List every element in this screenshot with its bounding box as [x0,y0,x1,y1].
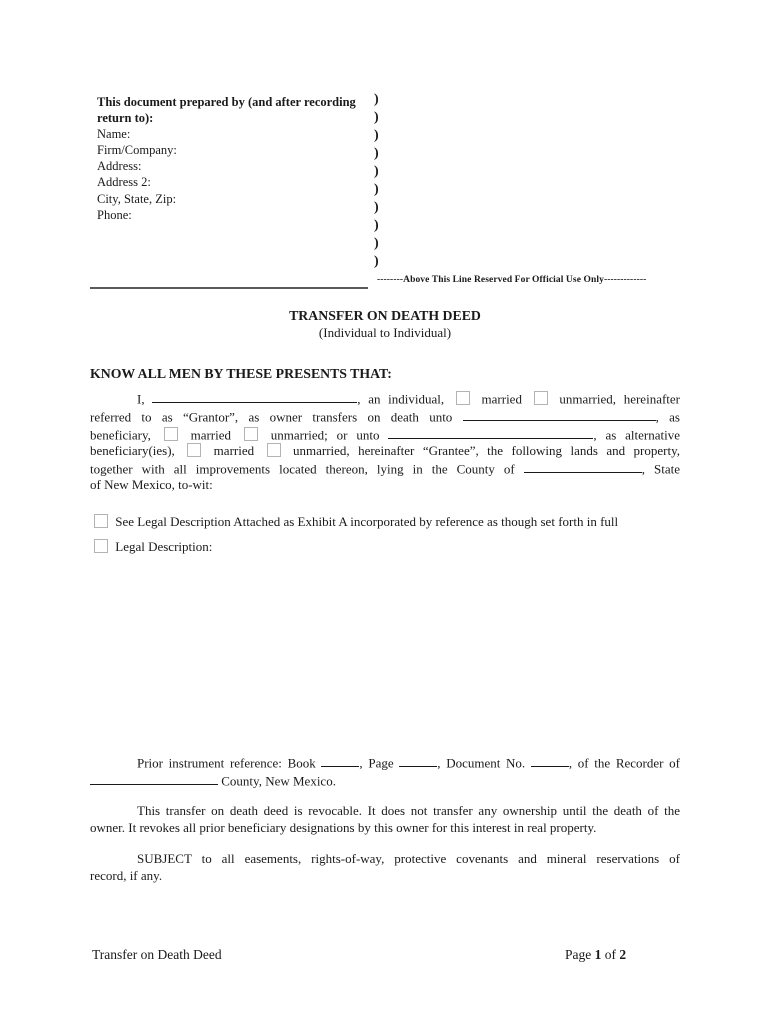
grantor-unmarried-checkbox[interactable] [534,391,548,405]
bold-text: 2 [619,947,627,962]
text-line [374,163,379,181]
prior-instrument-reference [90,754,680,790]
text-line [374,109,379,127]
text-line: owner. It revokes all prior beneficiary designations by this owner for this interest in real property. [90,819,597,835]
text-line: Phone: [97,207,132,222]
text-line [374,217,379,235]
bold-text: ) [374,182,379,197]
text-line: Page 1 of 2 [565,947,627,962]
text-line [374,145,379,163]
text-line: Firm/Company: [97,143,177,158]
alt-beneficiary-married-checkbox[interactable] [187,443,201,457]
page-blank[interactable] [399,754,437,767]
revocable-clause [90,803,680,836]
bold-text: ) [374,110,379,125]
text-line: County, New Mexico. [90,772,680,790]
text-line: record, if any. [90,867,163,883]
text-line [374,235,379,253]
text-line: Prior instrument reference: Book , Page , Document No. , of the Recorder of [137,755,680,771]
alt-beneficiary-name-blank[interactable] [388,426,593,439]
text-line: SUBJECT to all easements, rights-of-way, protective covenants and mineral reservations of [137,851,680,866]
official-use-line: --------Above This Line Reserved For Official Use Only------------- [377,275,647,285]
subject-clause [90,851,680,884]
page-title: TRANSFER ON DEATH DEED [289,308,481,323]
signature-rule [90,287,368,289]
recorder-county-blank[interactable] [90,772,218,785]
paren-column [374,91,379,271]
text-line: referred to as “Grantor”, as owner transfers on death unto , as [90,409,680,425]
text-line: together with all improvements located thereon, lying in the County of , State [90,461,681,476]
beneficiary-unmarried-checkbox[interactable] [244,427,258,441]
text-line: I, , an individual, married unmarried, hereinafter [137,391,680,407]
text-line [374,181,379,199]
bold-text: ) [374,254,379,269]
text-line: Address: [97,159,142,174]
grantor-paragraph [90,390,680,494]
footer-page-number [565,947,626,963]
beneficiary-married-checkbox[interactable] [164,427,178,441]
text-line: This transfer on death deed is revocable. It does not transfer any ownership until the death of the [137,803,680,818]
text-line [374,127,379,145]
grantor-married-checkbox[interactable] [456,391,470,405]
legal-description-checkbox[interactable] [94,539,108,553]
county-blank[interactable] [524,460,642,473]
bold-text: ) [374,92,379,107]
text-line [97,94,372,110]
text-line: See Legal Description Attached as Exhibit A incorporated by reference as though set forth in full [90,510,680,535]
beneficiary-name-blank[interactable] [463,408,656,421]
grantor-name-blank[interactable] [152,390,357,403]
bold-text: ) [374,218,379,233]
page-subtitle: (Individual to Individual) [318,325,452,340]
bold-text: ) [374,164,379,179]
text-line: Address 2: [97,175,151,190]
text-line: Name: [97,127,131,142]
text-line: beneficiary, married unmarried; or unto , as alternative [90,426,680,442]
exhibit-a-checkbox[interactable] [94,514,108,528]
bold-text: This document prepared by (and after recording [97,95,356,109]
text-line: of New Mexico, to-wit: [90,477,213,493]
text-line [374,199,379,217]
text-line [97,110,372,126]
book-blank[interactable] [321,754,359,767]
prepared-by-block [97,94,372,223]
bold-text: ) [374,128,379,143]
text-line [374,253,379,271]
presents-heading: KNOW ALL MEN BY THESE PRESENTS THAT: [90,366,392,381]
text-line: beneficiary(ies), married unmarried, hereinafter “Grantee”, the following lands and property, [90,443,681,459]
text-line [374,91,379,109]
bold-text: return to): [97,111,154,126]
legal-description-options [90,510,680,559]
bold-text: ) [374,200,379,215]
bold-text: 1 [594,947,602,962]
text-line: City, State, Zip: [97,191,177,206]
bold-text: ) [374,146,379,161]
footer-doc-title: Transfer on Death Deed [92,947,222,962]
text-line: Legal Description: [90,535,680,560]
document-no-blank[interactable] [531,754,569,767]
alt-beneficiary-unmarried-checkbox[interactable] [267,443,281,457]
bold-text: ) [374,236,379,251]
